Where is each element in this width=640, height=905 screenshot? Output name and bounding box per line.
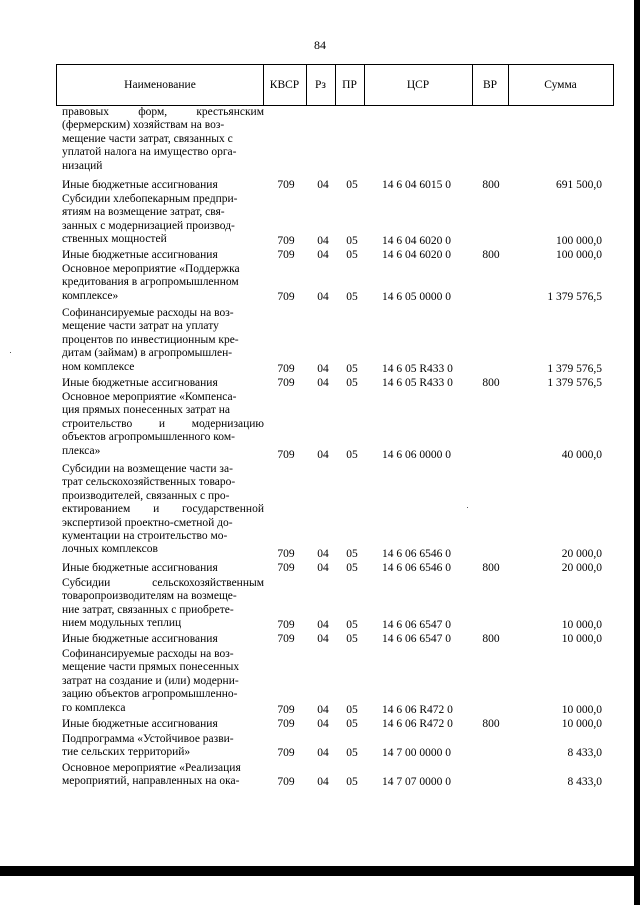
rz-cell: 04 <box>317 377 329 389</box>
kvsr-cell: 709 <box>277 235 295 247</box>
name-line: производителей, связанных с про- <box>62 489 230 502</box>
vr-cell: 800 <box>482 377 500 389</box>
name-line: плекса» <box>62 444 101 457</box>
sum-cell: 10 000,0 <box>561 633 602 645</box>
name-line: нием модульных теплиц <box>62 617 182 630</box>
kvsr-cell: 709 <box>277 776 295 788</box>
pr-cell: 05 <box>346 179 358 191</box>
csr-cell: 14 6 05 0000 0 <box>382 291 451 303</box>
rz-cell: 04 <box>317 562 329 574</box>
row-name <box>62 391 264 458</box>
kvsr-cell: 709 <box>277 249 295 261</box>
csr-cell: 14 6 04 6020 0 <box>382 235 451 247</box>
kvsr-cell: 709 <box>277 363 295 375</box>
header-name: Наименование <box>124 79 196 91</box>
pr-cell: 05 <box>346 619 358 631</box>
kvsr-cell: 709 <box>277 548 295 560</box>
header-sum: Сумма <box>544 79 577 91</box>
pr-cell: 05 <box>346 718 358 730</box>
table-header <box>56 64 614 106</box>
csr-cell: 14 6 06 6547 0 <box>382 619 451 631</box>
name-line: Основное мероприятие «Поддержка <box>62 263 240 275</box>
csr-cell: 14 6 05 R433 0 <box>382 377 453 389</box>
name-line: строительство и модернизацию <box>62 417 264 430</box>
name-line: мещение части затрат, связанных с <box>62 132 233 145</box>
scan-speck <box>10 352 11 353</box>
name-line: низаций <box>62 159 103 172</box>
csr-cell: 14 6 06 R472 0 <box>382 704 453 716</box>
sum-cell: 100 000,0 <box>556 235 602 247</box>
name-line: товаропроизводителям на возмеще- <box>62 590 237 603</box>
rz-cell: 04 <box>317 291 329 303</box>
sum-cell: 8 433,0 <box>567 776 602 788</box>
name-line: Основное мероприятие «Реализация <box>62 762 241 774</box>
sum-cell: 10 000,0 <box>561 619 602 631</box>
rz-cell: 04 <box>317 235 329 247</box>
page-number: 84 <box>314 38 326 52</box>
rz-cell: 04 <box>317 776 329 788</box>
pr-cell: 05 <box>346 633 358 645</box>
vr-cell: 800 <box>482 633 500 645</box>
row-name <box>62 648 264 715</box>
kvsr-cell: 709 <box>277 633 295 645</box>
name-line: мещение части прямых понесенных <box>62 661 240 674</box>
name-line: Иные бюджетные ассигнования <box>62 562 218 574</box>
row-name <box>62 718 264 731</box>
sum-cell: 100 000,0 <box>556 249 602 261</box>
rz-cell: 04 <box>317 548 329 560</box>
name-line: трат сельскохозяйственных товаро- <box>62 476 236 489</box>
rz-cell: 04 <box>317 718 329 730</box>
name-line: тие сельских территорий» <box>62 746 191 759</box>
name-line: Основное мероприятие «Компенса- <box>62 391 237 403</box>
name-line: затрат на создание и (или) модерни- <box>62 674 239 687</box>
name-line: комплексе» <box>62 289 119 302</box>
csr-cell: 14 6 06 0000 0 <box>382 449 451 461</box>
name-line: Субсидии хлебопекарным предпри- <box>62 193 238 205</box>
pr-cell: 05 <box>346 291 358 303</box>
sum-cell: 40 000,0 <box>561 449 602 461</box>
scan-edge-right <box>634 0 640 905</box>
csr-cell: 14 6 06 6546 0 <box>382 562 451 574</box>
row-name <box>62 633 264 646</box>
name-line: кументации на строительство мо- <box>62 530 228 543</box>
pr-cell: 05 <box>346 249 358 261</box>
kvsr-cell: 709 <box>277 449 295 461</box>
name-line: Софинансируемые расходы на воз- <box>62 648 234 660</box>
rz-cell: 04 <box>317 363 329 375</box>
row-name <box>62 377 264 390</box>
name-line: ние затрат, связанных с приобрете- <box>62 603 234 616</box>
scan-edge-bottom <box>0 866 640 876</box>
name-line: правовых форм, крестьянским <box>62 106 264 118</box>
name-line: Иные бюджетные ассигнования <box>62 633 218 645</box>
pr-cell: 05 <box>346 747 358 759</box>
name-line: (фермерским) хозяйствам на воз- <box>62 119 225 132</box>
name-line: объектов агропромышленного ком- <box>62 431 235 444</box>
name-line: ектированием и государственной <box>62 503 264 516</box>
name-line: ятиям на возмещение затрат, свя- <box>62 206 225 219</box>
name-line: мещение части затрат на уплату <box>62 320 219 333</box>
row-name <box>62 193 264 247</box>
header-rz: Рз <box>315 79 326 91</box>
name-line: ном комплексе <box>62 360 135 373</box>
pr-cell: 05 <box>346 235 358 247</box>
name-line: Иные бюджетные ассигнования <box>62 377 218 389</box>
header-vr: ВР <box>482 79 498 91</box>
kvsr-cell: 709 <box>277 562 295 574</box>
csr-cell: 14 6 04 6015 0 <box>382 179 451 191</box>
name-line: уплатой налога на имущество орга- <box>62 146 237 159</box>
kvsr-cell: 709 <box>277 377 295 389</box>
vr-cell: 800 <box>482 249 500 261</box>
header-pr: ПР <box>342 79 357 91</box>
csr-cell: 14 6 06 R472 0 <box>382 718 453 730</box>
row-name <box>62 577 264 631</box>
name-line: ция прямых понесенных затрат на <box>62 404 230 417</box>
name-line: процентов по инвестиционным кре- <box>62 333 239 346</box>
kvsr-cell: 709 <box>277 718 295 730</box>
sum-cell: 20 000,0 <box>561 548 602 560</box>
name-line: зацию объектов агропромышленно- <box>62 688 238 701</box>
kvsr-cell: 709 <box>277 747 295 759</box>
kvsr-cell: 709 <box>277 704 295 716</box>
name-line: Иные бюджетные ассигнования <box>62 179 218 191</box>
name-line: го комплекса <box>62 701 126 714</box>
header-kvsr: КВСР <box>269 79 300 91</box>
header-csr: ЦСР <box>406 79 430 91</box>
name-line: лочных комплексов <box>62 543 158 556</box>
name-line: Субсидии сельскохозяйственным <box>62 577 264 589</box>
rz-cell: 04 <box>317 449 329 461</box>
name-line: Иные бюджетные ассигнования <box>62 718 218 730</box>
row-name <box>62 463 264 557</box>
rz-cell: 04 <box>317 704 329 716</box>
name-line: дитам (займам) в агропромышлен- <box>62 347 233 360</box>
name-line: занных с модернизацией производ- <box>62 219 235 232</box>
kvsr-cell: 709 <box>277 179 295 191</box>
csr-cell: 14 6 06 6546 0 <box>382 548 451 560</box>
csr-cell: 14 7 00 0000 0 <box>382 747 451 759</box>
rz-cell: 04 <box>317 747 329 759</box>
sum-cell: 1 379 576,5 <box>547 291 602 303</box>
sum-cell: 1 379 576,5 <box>547 363 602 375</box>
sum-cell: 10 000,0 <box>561 704 602 716</box>
name-line: Подпрограмма «Устойчивое разви- <box>62 733 234 745</box>
row-name <box>62 307 264 374</box>
sum-cell: 10 000,0 <box>561 718 602 730</box>
name-line: экспертизой проектно-сметной до- <box>62 516 233 529</box>
scan-speck <box>467 507 468 508</box>
row-name <box>62 106 264 173</box>
name-line: Софинансируемые расходы на воз- <box>62 307 234 319</box>
vr-cell: 800 <box>482 718 500 730</box>
rz-cell: 04 <box>317 633 329 645</box>
name-line: Субсидии на возмещение части за- <box>62 463 233 475</box>
rz-cell: 04 <box>317 249 329 261</box>
vr-cell: 800 <box>482 179 500 191</box>
pr-cell: 05 <box>346 377 358 389</box>
name-line: ственных мощностей <box>62 233 167 246</box>
row-name <box>62 179 264 192</box>
name-line: кредитования в агропромышленном <box>62 276 239 289</box>
csr-cell: 14 6 05 R433 0 <box>382 363 453 375</box>
csr-cell: 14 7 07 0000 0 <box>382 776 451 788</box>
rz-cell: 04 <box>317 619 329 631</box>
row-name <box>62 733 264 760</box>
name-line: мероприятий, направленных на ока- <box>62 775 240 788</box>
row-name <box>62 562 264 575</box>
pr-cell: 05 <box>346 548 358 560</box>
vr-cell: 800 <box>482 562 500 574</box>
pr-cell: 05 <box>346 449 358 461</box>
sum-cell: 1 379 576,5 <box>547 377 602 389</box>
row-name <box>62 249 264 262</box>
row-name <box>62 263 264 303</box>
sum-cell: 691 500,0 <box>556 179 602 191</box>
kvsr-cell: 709 <box>277 291 295 303</box>
pr-cell: 05 <box>346 562 358 574</box>
csr-cell: 14 6 06 6547 0 <box>382 633 451 645</box>
csr-cell: 14 6 04 6020 0 <box>382 249 451 261</box>
pr-cell: 05 <box>346 363 358 375</box>
sum-cell: 20 000,0 <box>561 562 602 574</box>
rz-cell: 04 <box>317 179 329 191</box>
pr-cell: 05 <box>346 776 358 788</box>
row-name <box>62 762 264 789</box>
pr-cell: 05 <box>346 704 358 716</box>
sum-cell: 8 433,0 <box>567 747 602 759</box>
name-line: Иные бюджетные ассигнования <box>62 249 218 261</box>
kvsr-cell: 709 <box>277 619 295 631</box>
